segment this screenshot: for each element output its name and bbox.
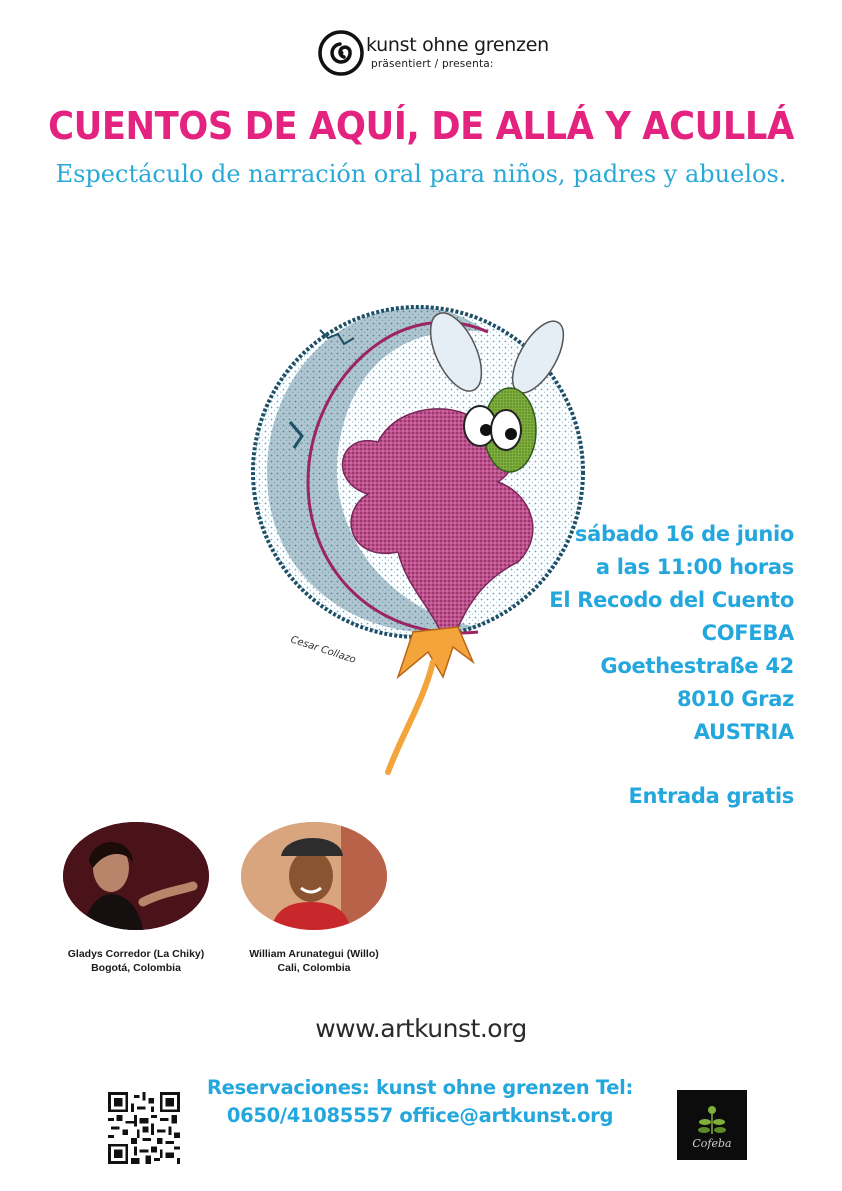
org-name: kunst ohne grenzen [366, 34, 549, 56]
moon-fly-flower-illustration [228, 232, 588, 780]
performer-caption-gladys [41, 947, 231, 975]
performer-photo-gladys [63, 822, 209, 930]
performer-photo-willo [241, 822, 387, 930]
illustration-signature: Cesar Collazo [289, 634, 358, 666]
website-link[interactable]: www.artkunst.org [315, 1014, 527, 1043]
performer-place: Bogotá, Colombia [91, 962, 181, 974]
performer-caption-willo [219, 947, 409, 975]
event-date: sábado 16 de junio [574, 522, 794, 546]
event-venue-org: COFEBA [701, 621, 794, 645]
qr-code[interactable] [108, 1092, 180, 1164]
poster-title: CUENTOS DE AQUÍ, DE ALLÁ Y ACULLÁ [48, 104, 794, 148]
reservations-info [150, 1074, 690, 1130]
presents-label: präsentiert / presenta: [371, 58, 494, 70]
event-details [549, 518, 794, 749]
event-city: 8010 Graz [676, 687, 794, 711]
entry-free-label: Entrada gratis [628, 784, 794, 808]
poster-subtitle: Espectáculo de narración oral para niños, padres y abuelos. [55, 160, 787, 188]
performer-place: Cali, Colombia [277, 962, 351, 974]
cofeba-logo-text: Cofeba [692, 1137, 732, 1150]
performer-name: William Arunategui (Willo) [249, 948, 379, 960]
reservations-line-1: Reservaciones: kunst ohne grenzen Tel: [206, 1076, 634, 1099]
event-time: a las 11:00 horas [595, 555, 794, 579]
performer-name: Gladys Corredor (La Chiky) [67, 948, 205, 960]
kunst-ohne-grenzen-spiral-logo [318, 30, 364, 76]
cofeba-logo [677, 1090, 747, 1160]
reservations-line-2: 0650/41085557 office@artkunst.org [226, 1104, 614, 1127]
event-street: Goethestraße 42 [600, 654, 794, 678]
event-country: AUSTRIA [693, 720, 794, 744]
event-venue: El Recodo del Cuento [549, 588, 794, 612]
